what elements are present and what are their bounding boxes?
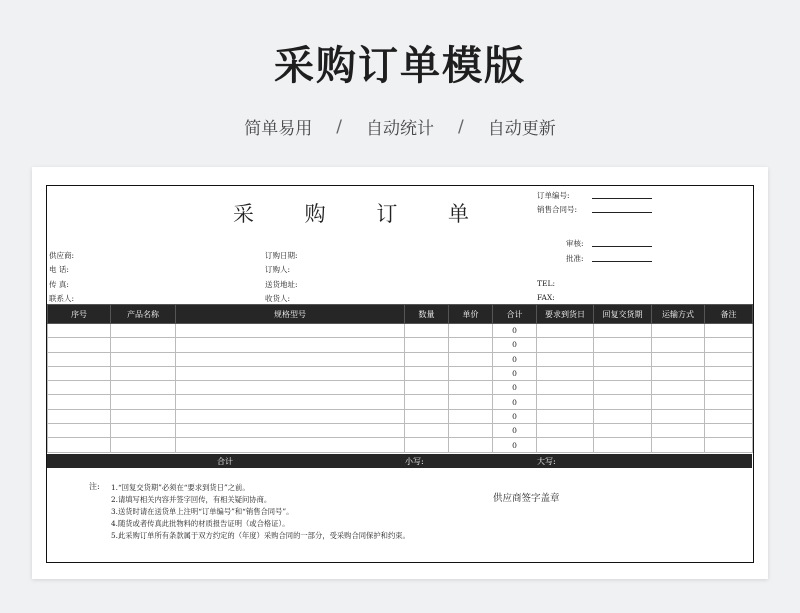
lowercase-amount-label: 小写:	[405, 457, 424, 466]
table-cell[interactable]	[111, 366, 176, 380]
table-cell[interactable]	[405, 324, 449, 338]
table-row	[48, 338, 753, 352]
table-cell[interactable]	[111, 424, 176, 438]
table-row	[48, 381, 753, 395]
review-field[interactable]	[592, 246, 652, 247]
table-cell[interactable]	[652, 395, 705, 409]
banner-title: 采购订单模版	[274, 43, 526, 89]
table-cell[interactable]	[652, 438, 705, 452]
table-cell[interactable]	[537, 352, 594, 366]
table-cell[interactable]	[111, 381, 176, 395]
table-cell[interactable]	[705, 338, 753, 352]
supplier-seal-label: 供应商签字盖章	[493, 493, 560, 504]
order-table	[47, 304, 753, 453]
feature-easy: 简单易用	[244, 119, 313, 139]
table-cell[interactable]	[652, 324, 705, 338]
column-header: 单价	[449, 305, 493, 324]
note-item: 1.“回复交货期”必须在“要求到货日”之前。	[111, 483, 250, 492]
table-cell[interactable]	[111, 395, 176, 409]
table-cell[interactable]	[594, 366, 652, 380]
table-cell[interactable]	[652, 381, 705, 395]
table-cell[interactable]: 0	[493, 352, 537, 366]
table-cell[interactable]	[449, 338, 493, 352]
feature-auto-stat: 自动统计	[366, 119, 434, 139]
table-cell[interactable]	[705, 395, 753, 409]
order-no-field[interactable]	[592, 198, 652, 199]
table-cell[interactable]	[594, 381, 652, 395]
table-cell[interactable]	[705, 409, 753, 423]
table-cell[interactable]	[652, 424, 705, 438]
table-cell[interactable]	[705, 366, 753, 380]
table-cell[interactable]	[111, 338, 176, 352]
table-cell[interactable]	[537, 381, 594, 395]
table-row	[48, 324, 753, 338]
table-row	[48, 424, 753, 438]
table-cell[interactable]	[48, 424, 111, 438]
table-cell[interactable]: 0	[493, 395, 537, 409]
table-cell[interactable]	[449, 381, 493, 395]
table-cell[interactable]	[594, 352, 652, 366]
table-cell[interactable]: 0	[493, 366, 537, 380]
table-cell[interactable]	[449, 424, 493, 438]
contact-label: 联系人:	[49, 294, 75, 303]
column-header: 序号	[48, 305, 111, 324]
table-cell[interactable]	[48, 366, 111, 380]
table-row	[48, 438, 753, 452]
supplier-label: 供应商:	[49, 251, 75, 260]
table-cell[interactable]	[594, 424, 652, 438]
table-cell[interactable]	[176, 424, 405, 438]
table-header-row	[48, 305, 753, 324]
note-item: 4.随货或者传真此批物料的材质报告证明（或合格证）。	[111, 519, 290, 528]
table-cell[interactable]	[594, 324, 652, 338]
purchase-order-form	[46, 185, 754, 563]
uppercase-amount-label: 大写:	[537, 457, 556, 466]
fax-label: 传 真:	[49, 280, 69, 289]
table-cell[interactable]	[705, 424, 753, 438]
table-cell[interactable]	[652, 409, 705, 423]
note-item: 5.此采购订单所有条款属于双方约定的（年度）采购合同的一部分，受采购合同保护和约束。	[111, 531, 410, 540]
table-cell[interactable]	[705, 381, 753, 395]
table-cell[interactable]	[652, 338, 705, 352]
table-cell[interactable]	[652, 366, 705, 380]
table-cell[interactable]	[48, 409, 111, 423]
document-sheet	[32, 167, 768, 579]
table-cell[interactable]	[405, 424, 449, 438]
column-header: 合计	[493, 305, 537, 324]
table-cell[interactable]	[405, 366, 449, 380]
table-cell[interactable]	[537, 324, 594, 338]
column-header: 规格型号	[176, 305, 405, 324]
column-header: 备注	[705, 305, 753, 324]
table-cell[interactable]	[48, 324, 111, 338]
table-cell[interactable]	[48, 381, 111, 395]
table-cell[interactable]: 0	[493, 424, 537, 438]
feature-auto-update: 自动更新	[487, 119, 556, 139]
notes-list	[111, 482, 410, 542]
note-item: 3.送货时请在送货单上注明“订单编号”和“销售合同号”。	[111, 507, 294, 516]
table-cell[interactable]	[111, 352, 176, 366]
table-cell[interactable]	[449, 409, 493, 423]
table-cell[interactable]	[537, 395, 594, 409]
table-cell[interactable]	[449, 438, 493, 452]
contract-no-field[interactable]	[592, 212, 652, 213]
notes-label: 注:	[89, 482, 100, 491]
table-cell[interactable]: 0	[493, 409, 537, 423]
approve-label: 批准:	[566, 254, 584, 263]
table-cell[interactable]: 0	[493, 438, 537, 452]
table-cell[interactable]	[176, 409, 405, 423]
delivery-address-label: 送货地址:	[265, 280, 298, 289]
column-header: 运输方式	[652, 305, 705, 324]
form-title: 采 购 订 单	[233, 202, 492, 226]
table-cell[interactable]	[537, 424, 594, 438]
order-date-label: 订购日期:	[265, 251, 298, 260]
feature-separator: /	[336, 116, 342, 137]
table-cell[interactable]	[594, 338, 652, 352]
table-cell[interactable]: 0	[493, 338, 537, 352]
column-header: 回复交货期	[594, 305, 652, 324]
banner-features	[0, 114, 800, 139]
table-row	[48, 352, 753, 366]
table-cell[interactable]	[176, 381, 405, 395]
contract-no-label: 销售合同号:	[537, 205, 578, 214]
table-cell[interactable]	[537, 409, 594, 423]
table-cell[interactable]	[449, 366, 493, 380]
phone-label: 电 话:	[49, 265, 69, 274]
total-label: 合计	[217, 457, 233, 466]
table-cell[interactable]	[405, 438, 449, 452]
tel-label: TEL:	[537, 279, 555, 288]
feature-separator: /	[458, 116, 464, 137]
table-cell[interactable]	[111, 324, 176, 338]
fax2-label: FAX:	[537, 293, 555, 302]
table-body	[48, 324, 753, 453]
table-cell[interactable]	[594, 409, 652, 423]
table-cell[interactable]	[405, 395, 449, 409]
table-cell[interactable]	[176, 366, 405, 380]
table-cell[interactable]	[176, 338, 405, 352]
table-cell[interactable]	[176, 324, 405, 338]
table-cell[interactable]	[176, 438, 405, 452]
table-cell[interactable]	[405, 381, 449, 395]
table-row	[48, 366, 753, 380]
table-cell[interactable]	[449, 352, 493, 366]
approve-field[interactable]	[592, 261, 652, 262]
table-cell[interactable]	[537, 338, 594, 352]
table-row	[48, 395, 753, 409]
table-cell[interactable]	[111, 409, 176, 423]
table-cell[interactable]	[594, 395, 652, 409]
table-cell[interactable]	[48, 338, 111, 352]
table-cell[interactable]	[405, 338, 449, 352]
table-cell[interactable]	[449, 395, 493, 409]
note-item: 2.请填写相关内容并签字回传，有相关疑问协商。	[111, 495, 272, 504]
table-cell[interactable]	[537, 366, 594, 380]
table-cell[interactable]	[111, 438, 176, 452]
table-cell[interactable]	[705, 438, 753, 452]
table-cell[interactable]	[176, 352, 405, 366]
table-cell[interactable]	[176, 395, 405, 409]
table-cell[interactable]	[537, 438, 594, 452]
table-cell[interactable]: 0	[493, 324, 537, 338]
table-cell[interactable]	[705, 324, 753, 338]
table-cell[interactable]	[48, 352, 111, 366]
table-cell[interactable]: 0	[493, 381, 537, 395]
table-cell[interactable]	[48, 438, 111, 452]
order-no-label: 订单编号:	[537, 191, 570, 200]
column-header: 数量	[405, 305, 449, 324]
table-cell[interactable]	[705, 352, 753, 366]
table-cell[interactable]	[594, 438, 652, 452]
table-row	[48, 409, 753, 423]
table-cell[interactable]	[405, 352, 449, 366]
orderer-label: 订购人:	[265, 265, 291, 274]
review-label: 审核:	[566, 239, 584, 248]
table-cell[interactable]	[449, 324, 493, 338]
receiver-label: 收货人:	[265, 294, 291, 303]
column-header: 要求到货日	[537, 305, 594, 324]
table-cell[interactable]	[652, 352, 705, 366]
table-cell[interactable]	[405, 409, 449, 423]
table-cell[interactable]	[48, 395, 111, 409]
total-row	[47, 454, 752, 468]
column-header: 产品名称	[111, 305, 176, 324]
